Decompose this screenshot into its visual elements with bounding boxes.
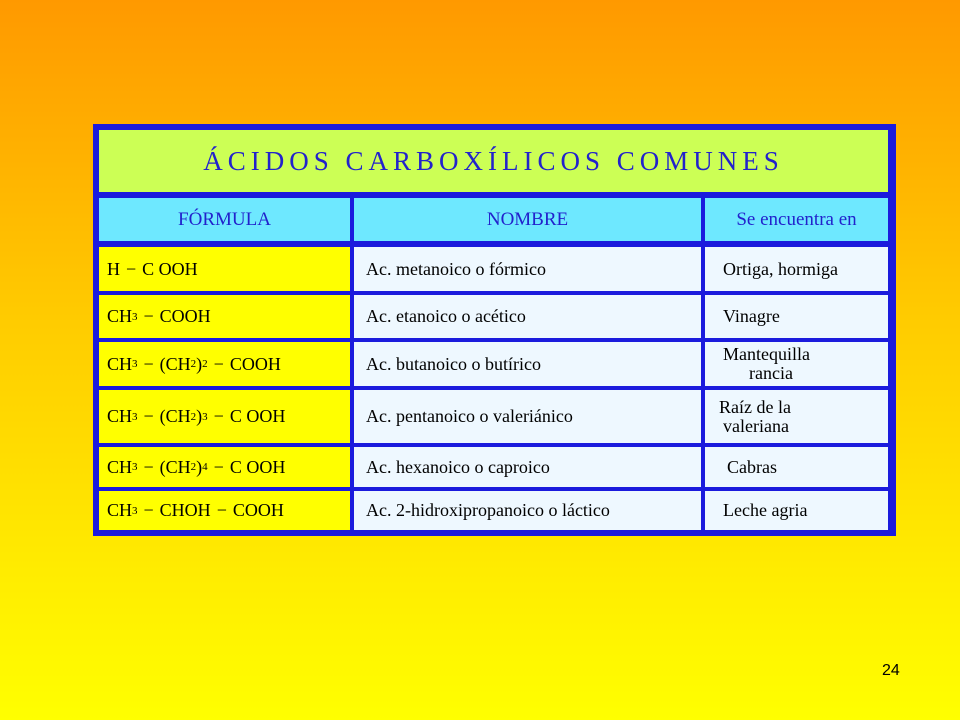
formula-cell (99, 295, 350, 338)
formula-part: COOH (159, 306, 211, 326)
formula-cell (99, 390, 350, 443)
found-in-line: rancia (749, 363, 793, 383)
name-cell: Ac. hexanoico o caproico (354, 447, 701, 487)
found-in-cell (705, 491, 888, 530)
formula-cell (99, 491, 350, 530)
formula-part: CH (107, 306, 133, 326)
header-name: NOMBRE (354, 198, 701, 241)
formula-subscript: 2 (190, 358, 197, 370)
found-in-line: valeriana (723, 415, 789, 436)
found-in-cell (705, 247, 888, 291)
name-cell: Ac. 2-hidroxipropanoico o láctico (354, 491, 701, 530)
found-in-line: Leche agria (723, 500, 808, 520)
formula-part: C OOH (229, 456, 286, 477)
formula-subscript: 3 (132, 358, 138, 370)
formula-subscript: 3 (132, 310, 138, 323)
formula-part: CH (107, 500, 133, 520)
found-in-line: Mantequilla (723, 344, 810, 364)
name-cell: Ac. pentanoico o valeriánico (354, 390, 701, 443)
formula-cell (99, 342, 350, 386)
formula-part: C OOH (229, 406, 286, 426)
formula-part: COOH (229, 353, 281, 374)
formula-part: CH (107, 353, 133, 374)
formula-part: ) (196, 406, 203, 426)
formula-part: H (107, 258, 120, 279)
formula-part: CH (107, 456, 133, 477)
formula-part: − (143, 406, 154, 426)
name-cell: Ac. metanoico o fórmico (354, 247, 701, 291)
formula-subscript: 4 (202, 461, 208, 473)
formula-part: − (213, 353, 224, 374)
formula-subscript: 3 (202, 410, 208, 423)
header-found-in: Se encuentra en (705, 198, 888, 241)
formula-part: − (213, 456, 224, 477)
formula-cell (99, 247, 350, 291)
found-in-line: Ortiga, hormiga (723, 258, 838, 279)
found-in-cell (705, 295, 888, 338)
formula-part: − (143, 456, 154, 477)
formula-part: ) (196, 456, 203, 477)
carboxylic-acids-table (93, 124, 896, 536)
header-formula: FÓRMULA (99, 198, 350, 241)
found-in-line: Raíz de la (719, 396, 791, 417)
table-title: ÁCIDOS CARBOXÍLICOS COMUNES (99, 130, 888, 192)
found-in-cell (705, 390, 888, 443)
formula-part: (CH (159, 456, 191, 477)
formula-subscript: 3 (132, 410, 138, 423)
formula-part: CH (107, 406, 133, 426)
formula-part: C OOH (142, 258, 198, 279)
formula-subscript: 3 (132, 504, 138, 517)
formula-part: ) (196, 353, 203, 374)
formula-subscript: 2 (190, 461, 197, 473)
formula-part: − (213, 406, 224, 426)
formula-part: − (143, 500, 154, 520)
name-cell: Ac. etanoico o acético (354, 295, 701, 338)
formula-subscript: 2 (202, 358, 208, 370)
formula-subscript: 2 (190, 410, 197, 423)
found-in-line: Vinagre (723, 306, 780, 326)
formula-part: − (143, 306, 154, 326)
page-number: 24 (882, 662, 900, 679)
found-in-cell (705, 447, 888, 487)
formula-part: − (143, 353, 154, 374)
formula-cell (99, 447, 350, 487)
formula-part: COOH (232, 500, 284, 520)
formula-part: − (216, 500, 227, 520)
found-in-cell (705, 342, 888, 386)
formula-subscript: 3 (132, 461, 138, 473)
name-cell: Ac. butanoico o butírico (354, 342, 701, 386)
formula-part: − (126, 258, 137, 279)
formula-part: (CH (159, 406, 191, 426)
formula-part: CHOH (159, 500, 211, 520)
formula-part: (CH (159, 353, 191, 374)
found-in-line: Cabras (727, 456, 777, 477)
